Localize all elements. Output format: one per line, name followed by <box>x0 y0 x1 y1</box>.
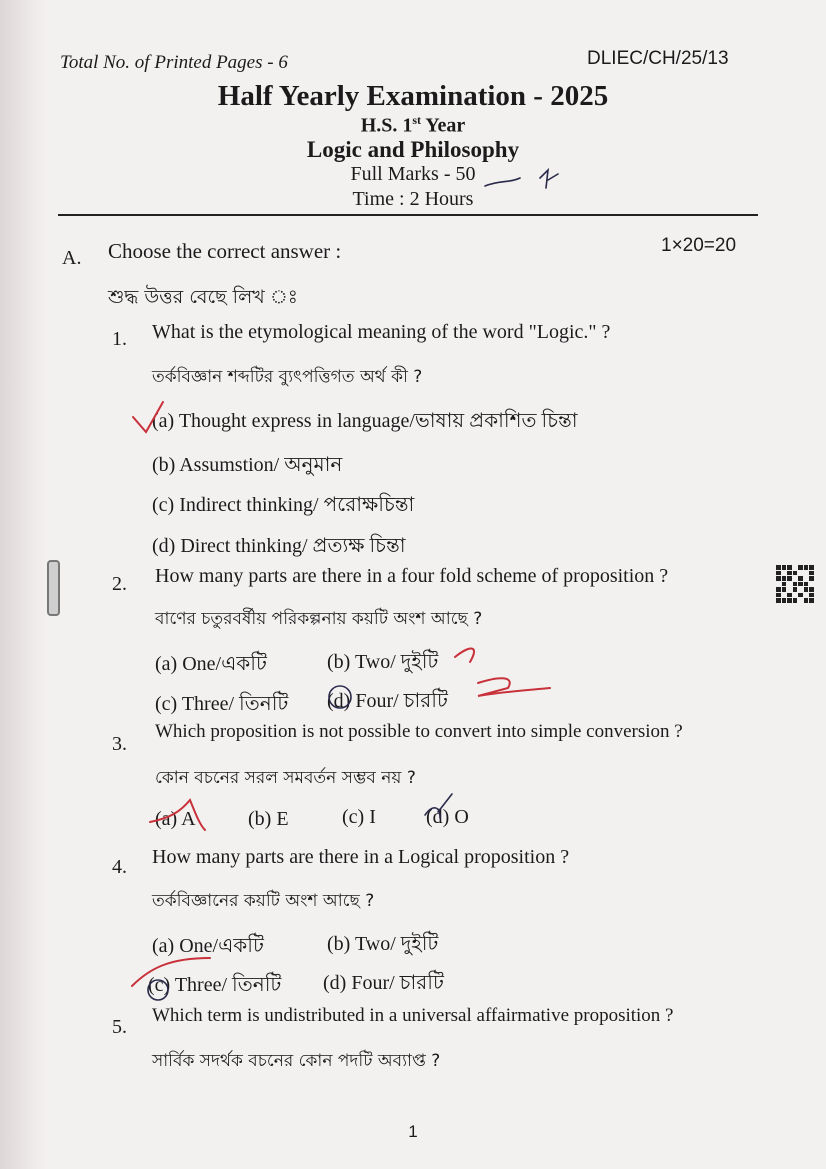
question-number: 5. <box>112 1016 127 1038</box>
question-text: How many parts are there in a Logical proposition ? <box>152 846 570 868</box>
option-c: (c) I <box>342 806 376 828</box>
option-b: (b) Two/ দুইটি <box>327 933 439 955</box>
question-text-bengali: কোন বচনের সরল সমবর্তন সম্ভব নয় ? <box>155 768 416 788</box>
option-b: (b) E <box>248 808 289 830</box>
option-a: (a) One/একটি <box>152 935 264 957</box>
question-number: 4. <box>112 856 127 878</box>
number-two-mark-icon <box>478 678 550 696</box>
section-letter: A. <box>62 247 82 269</box>
option-b: (b) Two/ দুইটি <box>327 651 439 673</box>
section-title-bengali: শুদ্ধ উত্তর বেছে লিখ ঃ <box>108 286 298 308</box>
question-number: 2. <box>112 573 127 595</box>
option-d: (d) Four/ চারটি <box>323 972 444 994</box>
section-marks: 1×20=20 <box>661 235 737 256</box>
question-text: Which proposition is not possible to convert into simple conversion ? <box>155 721 683 742</box>
section-title: Choose the correct answer : <box>108 239 342 263</box>
full-marks: Full Marks - 50 <box>350 163 476 185</box>
question-text-bengali: তর্কবিজ্ঞান শব্দটির ব্যুৎপত্তিগত অর্থ কী ? <box>152 367 423 387</box>
option-b: (b) Assumstion/ অনুমান <box>152 454 343 476</box>
header-divider <box>58 214 758 216</box>
class-year: H.S. 1st Year <box>360 113 466 137</box>
option-d: (d) Four/ চারটি <box>327 690 448 712</box>
option-d: (d) Direct thinking/ প্রত্যক্ষ চিন্তা <box>152 535 406 557</box>
option-d: (d) O <box>426 806 469 828</box>
option-a: (a) One/একটি <box>155 653 267 675</box>
option-c: (c) Three/ তিনটি <box>155 693 289 715</box>
printed-pages-note: Total No. of Printed Pages - 6 <box>60 52 288 73</box>
exam-time: Time : 2 Hours <box>352 188 474 210</box>
subject-name: Logic and Philosophy <box>306 137 520 162</box>
exam-title: Half Yearly Examination - 2025 <box>217 80 609 112</box>
question-text-bengali: তর্কবিজ্ঞানের কয়টি অংশ আছে ? <box>152 891 375 911</box>
question-text: Which term is undistributed in a universal affairmative proposition ? <box>152 1005 674 1026</box>
option-c: (c) Indirect thinking/ পরোক্ষচিন্তা <box>152 494 415 516</box>
paper-code: DLIEC/CH/25/13 <box>587 48 729 69</box>
question-text: How many parts are there in a four fold scheme of proposition ? <box>155 565 669 587</box>
question-number: 1. <box>112 328 127 350</box>
underline-mark-icon <box>455 649 474 662</box>
option-c: (c) Three/ তিনটি <box>148 974 282 996</box>
question-text: What is the etymological meaning of the word "Logic." ? <box>152 321 611 343</box>
option-a: (a) Thought express in language/ভাষায় প্রকাশিত চিন্তা <box>152 410 578 432</box>
page-number: 1 <box>408 1122 418 1141</box>
binder-clip <box>47 560 60 616</box>
question-text-bengali: সার্বিক সদর্থক বচনের কোন পদটি অব্যাপ্ত ? <box>152 1051 441 1071</box>
question-number: 3. <box>112 733 127 755</box>
question-text-bengali: বাণের চতুরবর্ষীয় পরিকল্পনায় কয়টি অংশ আছে ? <box>155 609 483 629</box>
qr-code-icon <box>776 565 814 603</box>
option-a: (a) A <box>155 808 196 830</box>
